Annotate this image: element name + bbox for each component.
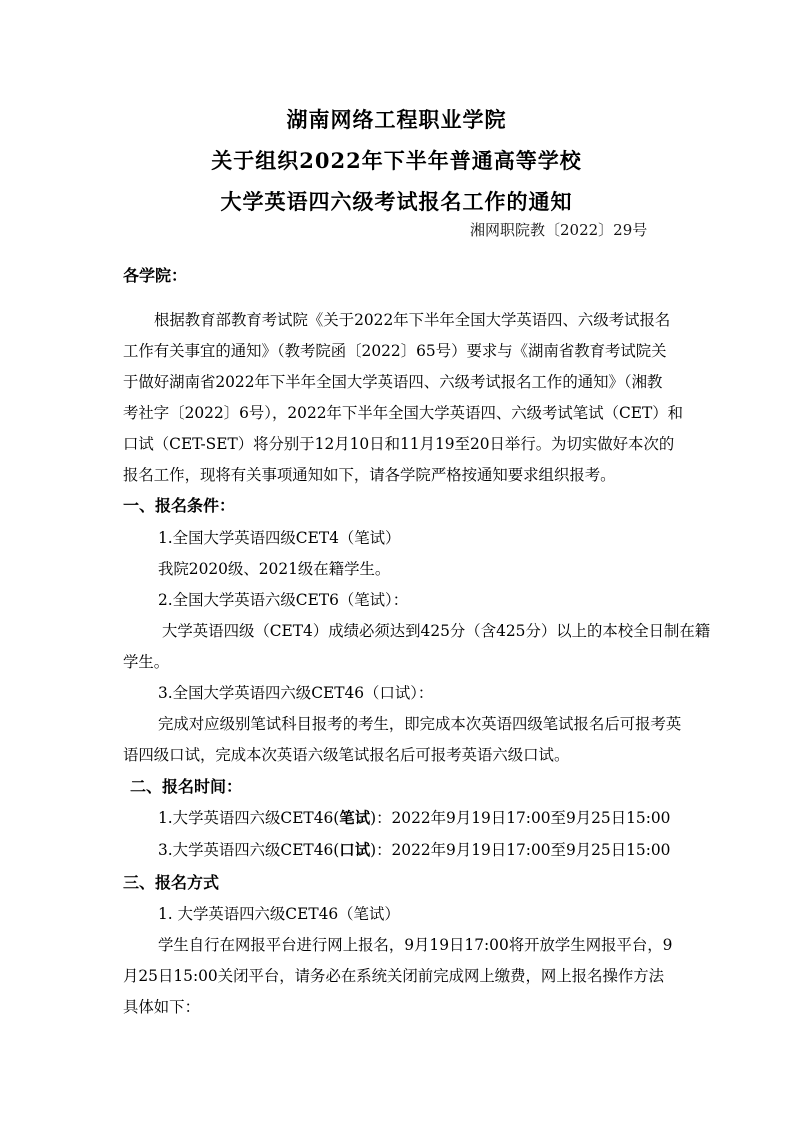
intro-line: 根据教育部教育考试院《关于2022年下半年全国大学英语四、六级考试报名 — [154, 311, 671, 329]
section-1-item-2-title: 2.全国大学英语六级CET6（笔试）： — [158, 591, 409, 609]
title-line-1: 湖南网络工程职业学院 — [286, 107, 507, 132]
section-2-item-1-time: )：2022年9月19日17:00至9月25日15:00 — [370, 809, 671, 827]
section-2-item-2-prefix: 3.大学英语四六级CET46( — [158, 841, 340, 859]
section-3-text-line: 学生自行在网报平台进行网上报名，9月19日17:00将开放学生网报平台，9 — [158, 936, 673, 954]
section-2-item-1 — [158, 806, 670, 828]
section-2-item-2-time: )：2022年9月19日17:00至9月25日15:00 — [370, 841, 671, 859]
section-2-item-2-type: 口试 — [339, 841, 371, 859]
section-2-heading: 二、报名时间： — [130, 777, 243, 796]
section-1-item-3-title: 3.全国大学英语四六级CET46（口试）： — [158, 684, 434, 702]
document-number: 湘网职院教〔2022〕29号 — [470, 221, 648, 239]
section-1-item-1-text: 我院2020级、2021级在籍学生。 — [158, 560, 391, 578]
section-3-heading: 三、报名方式 — [123, 873, 220, 892]
salutation: 各学院： — [123, 266, 188, 285]
section-3-text-line: 月25日15:00关闭平台，请务必在系统关闭前完成网上缴费，网上报名操作方法 — [123, 967, 665, 985]
intro-line: 工作有关事宜的通知》（教考院函〔2022〕65号）要求与《湖南省教育考试院关 — [123, 342, 667, 360]
intro-line: 考社字〔2022〕6号），2022年下半年全国大学英语四、六级考试笔试（CET）和 — [123, 404, 684, 422]
intro-paragraph — [123, 305, 683, 491]
section-1-item-2-text: 大学英语四级（CET4）成绩必须达到425分（含425分）以上的本校全日制在籍 — [162, 622, 711, 640]
section-2-item-1-prefix: 1.大学英语四六级CET46( — [158, 809, 340, 827]
intro-line: 于做好湖南省2022年下半年全国大学英语四、六级考试报名工作的通知》（湘教 — [123, 373, 663, 391]
section-3-text-line: 具体如下： — [123, 998, 200, 1016]
section-1-heading: 一、报名条件： — [123, 496, 236, 515]
title-line-2: 关于组织2022年下半年普通高等学校 — [211, 148, 582, 173]
section-1-item-2-text-cont: 学生。 — [123, 653, 170, 671]
section-1-item-1-title: 1.全国大学英语四级CET4（笔试） — [158, 529, 401, 547]
section-3-item-1-title: 1. 大学英语四六级CET46（笔试） — [158, 905, 400, 923]
section-1-item-3-text: 完成对应级别笔试科目报考的考生，即完成本次英语四级笔试报名后可报考英 — [158, 715, 682, 733]
intro-line: 口试（CET-SET）将分别于12月10日和11月19至20日举行。为切实做好本次的 — [123, 435, 675, 453]
intro-line: 报名工作，现将有关事项通知如下，请各学院严格按通知要求组织报考。 — [123, 466, 616, 484]
title-line-3: 大学英语四六级考试报名工作的通知 — [220, 189, 573, 214]
section-1-item-3-text-cont: 语四级口试，完成本次英语六级笔试报名后可报考英语六级口试。 — [123, 746, 570, 764]
section-2-item-2 — [158, 838, 670, 860]
section-2-item-1-type: 笔试 — [339, 809, 371, 827]
